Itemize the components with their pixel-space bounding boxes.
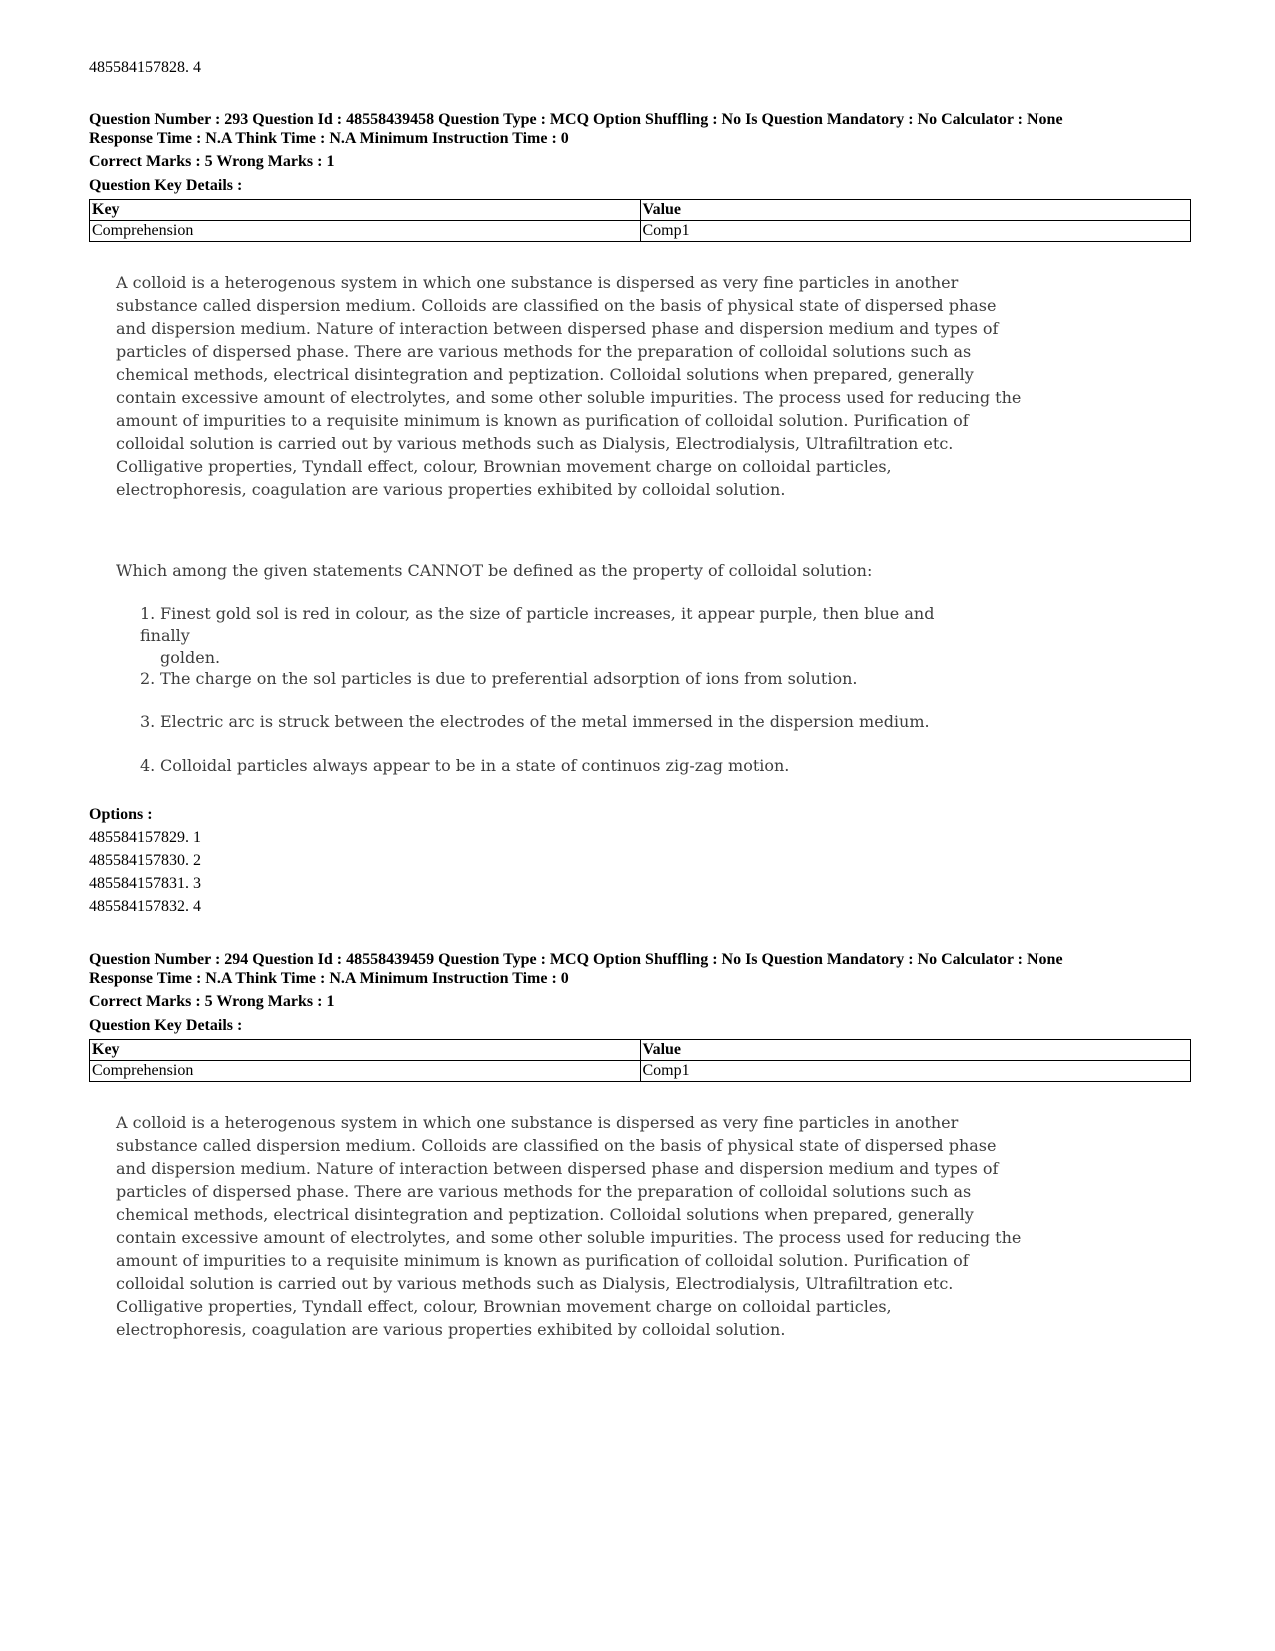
passage-line: amount of impurities to a requisite minimum is known as purification of colloidal solution. Purification of (116, 411, 969, 430)
option-3: 485584157831. 3 (89, 875, 201, 892)
q293-header-line1: Question Number : 293 Question Id : 48558439458 Question Type : MCQ Option Shuffling : No Is Question Mandatory : No Calculator : None (89, 111, 1063, 128)
table-row (90, 221, 1191, 242)
q293-marks: Correct Marks : 5 Wrong Marks : 1 (89, 153, 335, 170)
passage-line: colloidal solution is carried out by various methods such as Dialysis, Electrodialysis, Ultrafiltration etc. (116, 1274, 954, 1293)
q294-key-table (89, 1039, 1191, 1082)
passage-line: Colligative properties, Tyndall effect, colour, Brownian movement charge on colloidal particles, (116, 1297, 892, 1316)
q294-key-details-label: Question Key Details : (89, 1017, 243, 1034)
passage-line: and dispersion medium. Nature of interaction between dispersed phase and dispersion medium and types of (116, 319, 999, 338)
key-cell: Comprehension (90, 1061, 641, 1082)
statement-number: 2. (140, 669, 156, 688)
page-id: 485584157828. 4 (89, 59, 201, 76)
value-header-cell: Value (640, 200, 1191, 221)
q293-options-label: Options : (89, 806, 153, 823)
statement-text-continued: golden. (160, 648, 221, 667)
q294-marks: Correct Marks : 5 Wrong Marks : 1 (89, 993, 335, 1010)
statement-number: 1. (140, 604, 156, 623)
key-cell: Comprehension (90, 221, 641, 242)
passage-line: amount of impurities to a requisite minimum is known as purification of colloidal solution. Purification of (116, 1251, 969, 1270)
key-header-cell: Key (90, 200, 641, 221)
statement-4 (140, 755, 970, 777)
passage-line: chemical methods, electrical disintegration and peptization. Colloidal solutions when prepared, generally (116, 365, 974, 384)
table-header-row (90, 1040, 1191, 1061)
option-4: 485584157832. 4 (89, 898, 201, 915)
statement-number: 3. (140, 712, 156, 731)
passage-line: contain excessive amount of electrolytes, and some other soluble impurities. The process used for reducing the (116, 1228, 1022, 1247)
passage-line: A colloid is a heterogenous system in which one substance is dispersed as very fine particles in another (116, 273, 959, 292)
passage-line: substance called dispersion medium. Colloids are classified on the basis of physical state of dispersed phase (116, 296, 997, 315)
q293-header-line2: Response Time : N.A Think Time : N.A Minimum Instruction Time : 0 (89, 130, 569, 147)
passage-line: particles of dispersed phase. There are various methods for the preparation of colloidal solutions such as (116, 342, 972, 361)
statement-2 (140, 668, 970, 690)
passage-line: electrophoresis, coagulation are various properties exhibited by colloidal solution. (116, 1320, 786, 1339)
table-header-row (90, 200, 1191, 221)
statement-1 (140, 603, 970, 669)
q294-header-line2: Response Time : N.A Think Time : N.A Minimum Instruction Time : 0 (89, 970, 569, 987)
statement-text: The charge on the sol particles is due to preferential adsorption of ions from solution. (160, 669, 858, 688)
q294-header-line1: Question Number : 294 Question Id : 48558439459 Question Type : MCQ Option Shuffling : No Is Question Mandatory : No Calculator : None (89, 951, 1063, 968)
passage-line: particles of dispersed phase. There are various methods for the preparation of colloidal solutions such as (116, 1182, 972, 1201)
q293-question-text: Which among the given statements CANNOT be defined as the property of colloidal solution: (116, 561, 873, 580)
q293-passage (116, 271, 1022, 501)
passage-line: Colligative properties, Tyndall effect, colour, Brownian movement charge on colloidal particles, (116, 457, 892, 476)
passage-line: colloidal solution is carried out by various methods such as Dialysis, Electrodialysis, Ultrafiltration etc. (116, 434, 954, 453)
statement-text: Finest gold sol is red in colour, as the size of particle increases, it appear purple, then blue and finally (140, 604, 935, 645)
passage-line: A colloid is a heterogenous system in which one substance is dispersed as very fine particles in another (116, 1113, 959, 1132)
value-header-cell: Value (640, 1040, 1191, 1061)
passage-line: chemical methods, electrical disintegration and peptization. Colloidal solutions when prepared, generally (116, 1205, 974, 1224)
statement-number: 4. (140, 756, 156, 775)
value-cell: Comp1 (640, 221, 1191, 242)
statement-text: Electric arc is struck between the electrodes of the metal immersed in the dispersion medium. (160, 712, 930, 731)
q293-key-details-label: Question Key Details : (89, 177, 243, 194)
q294-passage (116, 1111, 1022, 1341)
statement-text: Colloidal particles always appear to be in a state of continuos zig-zag motion. (160, 756, 790, 775)
statement-3 (140, 711, 970, 733)
passage-line: contain excessive amount of electrolytes, and some other soluble impurities. The process used for reducing the (116, 388, 1022, 407)
passage-line: substance called dispersion medium. Colloids are classified on the basis of physical state of dispersed phase (116, 1136, 997, 1155)
q293-key-table (89, 199, 1191, 242)
key-header-cell: Key (90, 1040, 641, 1061)
table-row (90, 1061, 1191, 1082)
value-cell: Comp1 (640, 1061, 1191, 1082)
passage-line: electrophoresis, coagulation are various properties exhibited by colloidal solution. (116, 480, 786, 499)
option-1: 485584157829. 1 (89, 829, 201, 846)
passage-line: and dispersion medium. Nature of interaction between dispersed phase and dispersion medium and types of (116, 1159, 999, 1178)
option-2: 485584157830. 2 (89, 852, 201, 869)
